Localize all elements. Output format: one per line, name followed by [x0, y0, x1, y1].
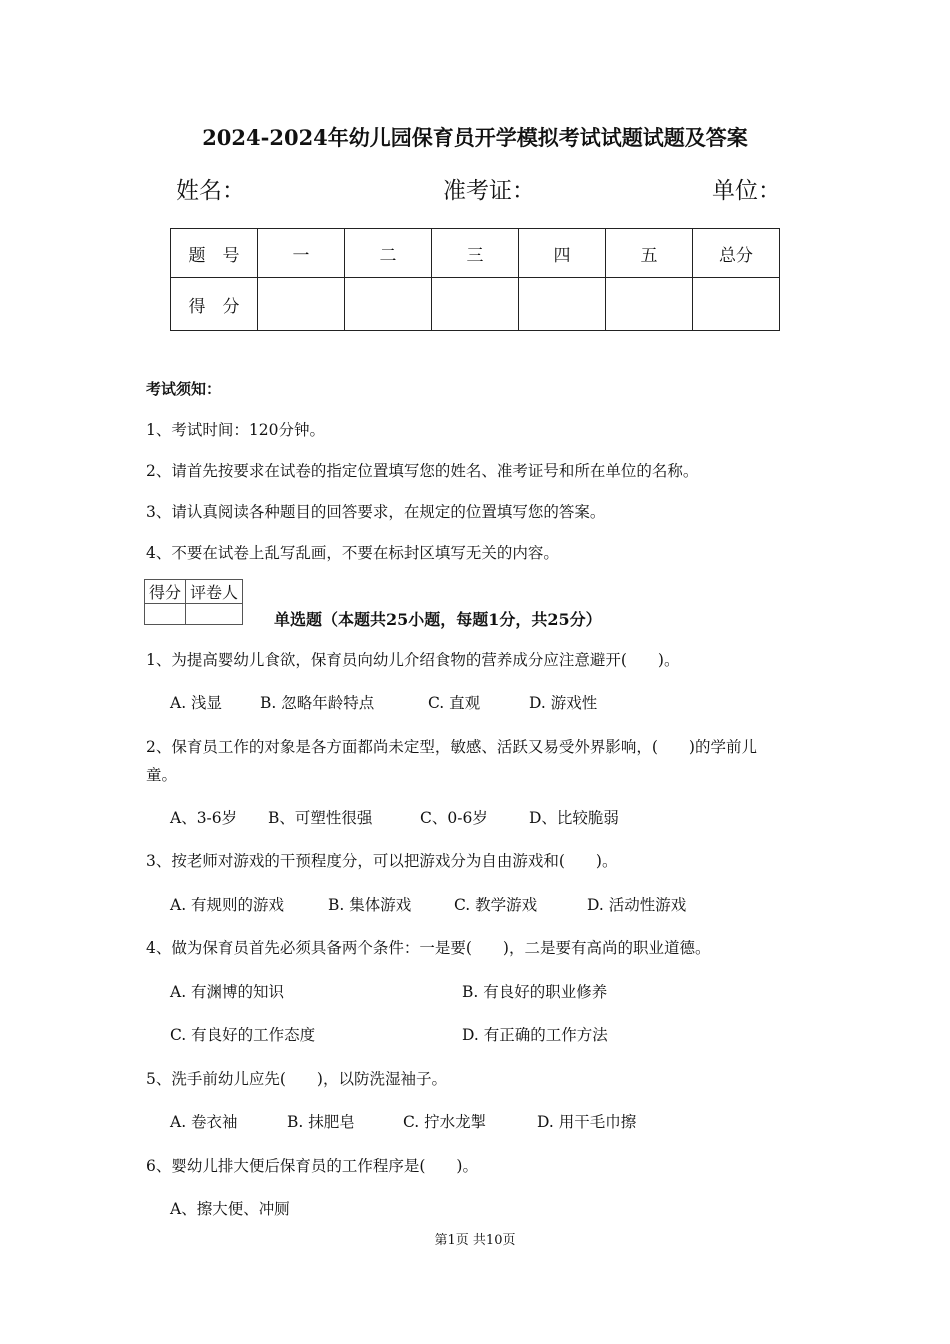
option: C. 教学游戏 — [454, 896, 538, 914]
option: C. 拧水龙掣 — [403, 1113, 487, 1131]
option: A. 有渊博的知识 — [170, 983, 285, 1001]
notice-item: 3、请认真阅读各种题目的回答要求，在规定的位置填写您的答案。 — [146, 503, 606, 521]
notice-item: 2、请首先按要求在试卷的指定位置填写您的姓名、准考证号和所在单位的名称。 — [146, 462, 699, 480]
grader-score-cell — [145, 604, 186, 625]
option: D. 游戏性 — [529, 694, 598, 712]
header-cell: 总分 — [693, 229, 780, 278]
question-text: 4、做为保育员首先必须具备两个条件：一是要( )，二是要有高尚的职业道德。 — [146, 939, 711, 957]
row-label-cell: 得 分 — [171, 278, 258, 331]
option: B、可塑性很强 — [268, 809, 373, 827]
question-text: 1、为提高婴幼儿食欲，保育员向幼儿介绍食物的营养成分应注意避开( )。 — [146, 651, 680, 669]
option: B. 集体游戏 — [328, 896, 412, 914]
score-cell — [432, 278, 519, 331]
exam-number-field-label: 准考证： — [443, 178, 535, 204]
option: D. 有正确的工作方法 — [462, 1026, 608, 1044]
option: A. 浅显 — [170, 694, 223, 712]
grader-name-cell — [186, 604, 243, 625]
option: C、0-6岁 — [420, 809, 488, 827]
unit-field-label: 单位： — [712, 178, 781, 204]
option: C. 有良好的工作态度 — [170, 1026, 316, 1044]
header-cell: 四 — [519, 229, 606, 278]
score-cell — [258, 278, 345, 331]
score-table — [170, 228, 780, 331]
header-cell: 二 — [345, 229, 432, 278]
option: C. 直观 — [428, 694, 481, 712]
score-cell — [606, 278, 693, 331]
name-field-label: 姓名： — [176, 178, 245, 204]
header-cell: 三 — [432, 229, 519, 278]
option: B. 有良好的职业修养 — [462, 983, 608, 1001]
grader-box — [144, 579, 243, 625]
option: B. 忽略年龄特点 — [260, 694, 375, 712]
header-cell: 题 号 — [171, 229, 258, 278]
page-title: 2024-2024年幼儿园保育员开学模拟考试试题试题及答案 — [202, 125, 748, 150]
option: A. 有规则的游戏 — [170, 896, 285, 914]
page-footer: 第1页 共10页 — [434, 1233, 516, 1248]
notice-item: 4、不要在试卷上乱写乱画，不要在标封区填写无关的内容。 — [146, 544, 559, 562]
option: D. 用干毛巾擦 — [537, 1113, 637, 1131]
question-text: 6、婴幼儿排大便后保育员的工作程序是( )。 — [146, 1157, 478, 1175]
question-text: 3、按老师对游戏的干预程度分，可以把游戏分为自由游戏和( )。 — [146, 852, 618, 870]
section-heading: 单选题（本题共25小题，每题1分，共25分） — [274, 610, 602, 629]
score-cell — [519, 278, 606, 331]
option: D. 活动性游戏 — [587, 896, 687, 914]
score-table-score-row — [171, 278, 780, 331]
option: A、3-6岁 — [170, 809, 238, 827]
question-text: 2、保育员工作的对象是各方面都尚未定型，敏感、活跃又易受外界影响，( )的学前儿 — [146, 738, 757, 756]
question-text-continued: 童。 — [146, 766, 178, 784]
grader-name-label: 评卷人 — [186, 580, 243, 604]
option: D、比较脆弱 — [529, 809, 619, 827]
notice-title: 考试须知： — [146, 380, 222, 398]
question-text: 5、洗手前幼儿应先( )，以防洗湿袖子。 — [146, 1070, 447, 1088]
header-cell: 一 — [258, 229, 345, 278]
score-cell — [693, 278, 780, 331]
option: A、擦大便、冲厕 — [170, 1200, 290, 1218]
option: B. 抹肥皂 — [287, 1113, 355, 1131]
grader-score-label: 得分 — [145, 580, 186, 604]
option: A. 卷衣袖 — [170, 1113, 238, 1131]
notice-item: 1、考试时间：120分钟。 — [146, 421, 325, 439]
header-cell: 五 — [606, 229, 693, 278]
score-cell — [345, 278, 432, 331]
score-table-header-row — [171, 229, 780, 278]
